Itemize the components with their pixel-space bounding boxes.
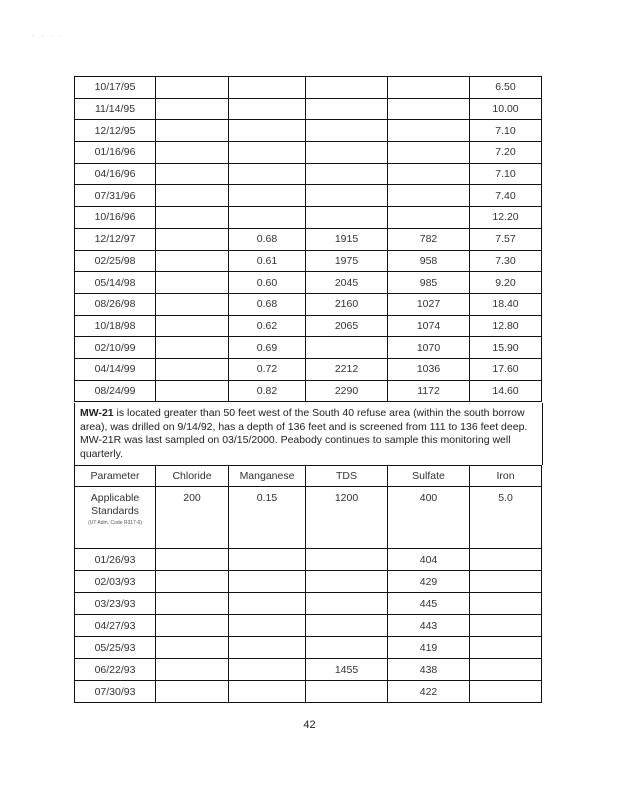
cell-iron: 15.90 [470,337,542,359]
cell-date: 02/25/98 [75,250,156,272]
cell-sulfate [388,98,470,120]
cell-manganese [229,659,306,681]
table-row [75,681,542,703]
cell-sulfate [388,207,470,229]
cell-chloride [156,571,229,593]
standard-manganese: 0.15 [229,487,306,549]
cell-chloride [156,272,229,294]
cell-date: 07/31/96 [75,185,156,207]
cell-iron: 7.30 [470,250,542,272]
cell-manganese: 0.68 [229,293,306,315]
standard-tds: 1200 [306,487,388,549]
cell-iron [470,637,542,659]
cell-iron: 12.80 [470,315,542,337]
cell-chloride [156,98,229,120]
cell-iron: 18.40 [470,293,542,315]
cell-date: 12/12/95 [75,120,156,142]
cell-date: 03/23/93 [75,593,156,615]
cell-iron: 7.20 [470,142,542,164]
cell-iron [470,549,542,571]
cell-sulfate: 443 [388,615,470,637]
cell-sulfate [388,77,470,99]
cell-tds: 1975 [306,250,388,272]
cell-iron: 7.40 [470,185,542,207]
cell-chloride [156,120,229,142]
cell-tds: 1455 [306,659,388,681]
cell-date: 02/03/93 [75,571,156,593]
cell-manganese [229,637,306,659]
cell-date: 10/17/95 [75,77,156,99]
cell-iron [470,659,542,681]
cell-manganese [229,549,306,571]
cell-chloride [156,293,229,315]
mw21-water-quality-table [74,465,542,703]
cell-manganese [229,142,306,164]
cell-chloride [156,593,229,615]
cell-date: 10/18/98 [75,315,156,337]
cell-sulfate [388,163,470,185]
cell-sulfate: 1027 [388,293,470,315]
cell-chloride [156,228,229,250]
cell-iron: 9.20 [470,272,542,294]
standards-row [75,487,542,549]
cell-sulfate: 422 [388,681,470,703]
table-row [75,77,542,99]
cell-manganese [229,593,306,615]
cell-manganese [229,185,306,207]
cell-tds [306,549,388,571]
cell-iron [470,593,542,615]
cell-manganese [229,571,306,593]
standards-note: (UT Adm. Code R317-6) [88,520,142,526]
cell-iron: 6.50 [470,77,542,99]
header-date: Parameter [75,466,156,487]
cell-date: 11/14/95 [75,98,156,120]
cell-sulfate [388,185,470,207]
cell-iron [470,571,542,593]
cell-tds [306,571,388,593]
table-row [75,228,542,250]
cell-manganese: 0.72 [229,358,306,380]
cell-iron: 14.60 [470,380,542,402]
cell-chloride [156,637,229,659]
cell-tds [306,207,388,229]
cell-chloride [156,681,229,703]
cell-date: 04/27/93 [75,615,156,637]
cell-chloride [156,185,229,207]
cell-chloride [156,142,229,164]
cell-iron: 7.10 [470,120,542,142]
cell-manganese [229,163,306,185]
cell-tds: 2212 [306,358,388,380]
table-row [75,272,542,294]
cell-date: 05/14/98 [75,272,156,294]
table-row [75,250,542,272]
cell-sulfate: 782 [388,228,470,250]
table-row [75,358,542,380]
table-row [75,293,542,315]
cell-chloride [156,77,229,99]
cell-manganese [229,77,306,99]
cell-iron [470,615,542,637]
cell-manganese [229,615,306,637]
cell-tds [306,615,388,637]
cell-chloride [156,337,229,359]
cell-date: 05/25/93 [75,637,156,659]
table-row [75,337,542,359]
cell-sulfate: 1172 [388,380,470,402]
cell-manganese [229,98,306,120]
cell-iron: 10.00 [470,98,542,120]
cell-tds: 2065 [306,315,388,337]
header-tds: TDS [306,466,388,487]
cell-iron: 7.10 [470,163,542,185]
cell-chloride [156,380,229,402]
cell-date: 08/24/99 [75,380,156,402]
cell-manganese [229,681,306,703]
cell-sulfate: 1036 [388,358,470,380]
standard-chloride: 200 [156,487,229,549]
cell-tds: 2290 [306,380,388,402]
cell-sulfate: 1070 [388,337,470,359]
table-row [75,549,542,571]
cell-tds [306,593,388,615]
cell-date: 04/16/96 [75,163,156,185]
table-row [75,315,542,337]
well-id: MW-21 [80,407,114,419]
well-description-text: is located greater than 50 feet west of the South 40 refuse area (within the south borrow area), was drilled on 9/14/92, has a depth of 136 feet and is screened from 111 to 136 feet deep. MW-21R was last sampled on 03/15/2000. Peabody continues to sample this monitoring well quarterly. [80,407,528,460]
cell-sulfate: 419 [388,637,470,659]
cell-date: 08/26/98 [75,293,156,315]
cell-date: 07/30/93 [75,681,156,703]
cell-chloride [156,549,229,571]
table-row [75,120,542,142]
cell-date: 06/22/93 [75,659,156,681]
table-row [75,571,542,593]
cell-tds [306,185,388,207]
header-manganese: Manganese [229,466,306,487]
cell-sulfate [388,120,470,142]
table-row [75,615,542,637]
cell-sulfate: 429 [388,571,470,593]
table-row [75,659,542,681]
table-row [75,207,542,229]
cell-date: 01/26/93 [75,549,156,571]
cell-sulfate: 958 [388,250,470,272]
cell-chloride [156,250,229,272]
header-mark: . . . . [32,32,65,38]
cell-tds [306,77,388,99]
cell-tds [306,98,388,120]
cell-date: 10/16/96 [75,207,156,229]
cell-tds: 2045 [306,272,388,294]
cell-sulfate: 1074 [388,315,470,337]
header-row [75,466,542,487]
cell-iron: 17.60 [470,358,542,380]
cell-manganese: 0.68 [229,228,306,250]
water-quality-table-continued [74,76,542,402]
cell-sulfate: 985 [388,272,470,294]
cell-chloride [156,615,229,637]
cell-sulfate: 438 [388,659,470,681]
cell-chloride [156,207,229,229]
cell-tds: 1915 [306,228,388,250]
cell-date: 02/10/99 [75,337,156,359]
cell-iron: 12.20 [470,207,542,229]
cell-tds [306,681,388,703]
cell-date: 12/12/97 [75,228,156,250]
cell-chloride [156,163,229,185]
cell-tds [306,120,388,142]
table-row [75,637,542,659]
cell-chloride [156,659,229,681]
standard-iron: 5.0 [470,487,542,549]
cell-iron: 7.57 [470,228,542,250]
cell-manganese: 0.60 [229,272,306,294]
table-row [75,163,542,185]
cell-date: 04/14/99 [75,358,156,380]
cell-date: 01/16/96 [75,142,156,164]
cell-tds [306,142,388,164]
table-row [75,98,542,120]
cell-tds: 2160 [306,293,388,315]
cell-sulfate: 445 [388,593,470,615]
table-row [75,380,542,402]
header-iron: Iron [470,466,542,487]
cell-tds [306,337,388,359]
well-description [74,403,543,465]
cell-manganese: 0.69 [229,337,306,359]
cell-manganese [229,120,306,142]
cell-manganese: 0.82 [229,380,306,402]
standards-label: Applicable Standards [90,492,140,517]
page-number: 42 [303,719,316,731]
table-row [75,142,542,164]
table-row [75,185,542,207]
cell-manganese: 0.62 [229,315,306,337]
cell-sulfate: 404 [388,549,470,571]
cell-iron [470,681,542,703]
cell-manganese [229,207,306,229]
cell-manganese: 0.61 [229,250,306,272]
standard-sulfate: 400 [388,487,470,549]
table-row [75,593,542,615]
header-chloride: Chloride [156,466,229,487]
cell-chloride [156,358,229,380]
cell-sulfate [388,142,470,164]
cell-tds [306,637,388,659]
cell-tds [306,163,388,185]
standards-label-cell [75,487,156,549]
header-sulfate: Sulfate [388,466,470,487]
cell-chloride [156,315,229,337]
